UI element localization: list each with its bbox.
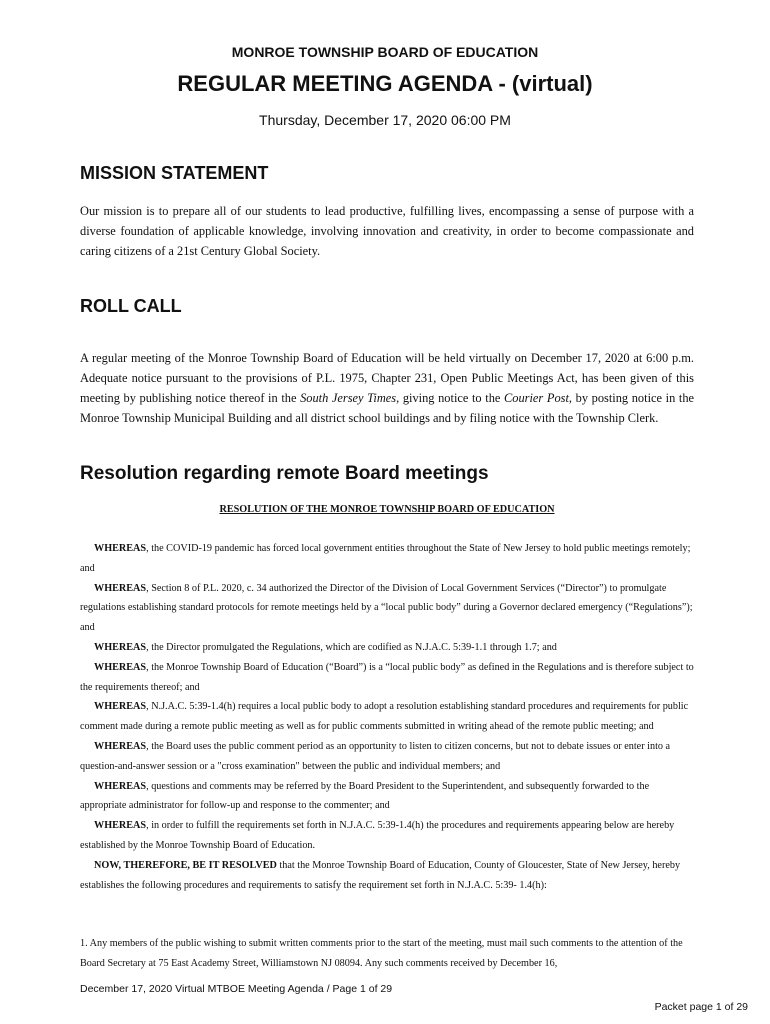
resolution-clause (80, 737, 694, 777)
resolution-clause (80, 539, 694, 579)
footer-packet-page: Packet page 1 of 29 (654, 1001, 748, 1013)
organization-name: MONROE TOWNSHIP BOARD OF EDUCATION (231, 44, 539, 60)
clause-text: , the Monroe Township Board of Education (“Board”) is a “local public body” as defined in the Regulations and is therefore subject to the requirements thereof; and (80, 661, 694, 693)
clause-lead: WHEREAS (94, 820, 147, 832)
rollcall-text-part3: , by posting notice in the Monroe Township Municipal Building and all district school buildings and by filing notice with the Township Clerk. (80, 391, 695, 425)
procedure-item-1 (80, 934, 694, 974)
procedure-item-text: 1. Any members of the public wishing to submit written comments prior to the start of the meeting, must mail such comments to the attention of the Board Secretary at 75 East Academy Street, Williamstown NJ 08094. Any such comments received by December 16, (80, 938, 683, 969)
clause-text: , the Director promulgated the Regulations, which are codified as N.J.A.C. 5:39-1.1 through 1.7; and (146, 641, 557, 653)
clause-lead: WHEREAS (94, 740, 147, 752)
rollcall-heading: ROLL CALL (80, 296, 182, 316)
clause-lead: WHEREAS (94, 543, 147, 554)
rollcall-text-part2: , giving notice to the (396, 391, 505, 405)
footer-page-info: December 17, 2020 Virtual MTBOE Meeting Agenda / Page 1 of 29 (80, 983, 393, 995)
clause-text: , the Board uses the public comment period as an opportunity to listen to citizen concerns, but not to debate issues or enter into a question-and-answer session or a "cross examination" between the public and individual members; and (80, 740, 671, 772)
resolution-clause (80, 856, 694, 896)
clause-lead: NOW, THEREFORE, BE IT RESOLVED (94, 859, 277, 871)
resolution-subheading: RESOLUTION OF THE MONROE TOWNSHIP BOARD OF EDUCATION (219, 504, 555, 515)
mission-text (80, 201, 694, 261)
clause-lead: WHEREAS (94, 780, 147, 792)
rollcall-text-part1: A regular meeting of the Monroe Township Board of Education will be held virtually on December 17, 2020 at 6:00 p.m. Adequate notice pursuant to the provisions of P.L. 1975, Chapter 231, Open Public Meetings Act, has been given of this meeting by publishing notice thereof in the (80, 351, 694, 405)
resolution-clause (80, 816, 694, 856)
resolution-body (80, 539, 694, 895)
clause-text: that the Monroe Township Board of Education, County of Gloucester, State of New Jersey, hereby establishes the following procedures and requirements to satisfy the requirement set forth in N.J.A.C. 5:39- 1.4(h): (80, 859, 681, 891)
mission-heading: MISSION STATEMENT (80, 163, 269, 183)
newspaper-courier-post: Courier Post (504, 391, 569, 405)
clause-text: , questions and comments may be referred by the Board President to the Superintendent, and subsequently forwarded to the appropriate administrator for follow-up and response to the commenter; and (80, 780, 650, 812)
resolution-heading: Resolution regarding remote Board meetings (80, 463, 489, 484)
resolution-clause (80, 658, 694, 698)
rollcall-paragraph (80, 348, 694, 428)
clause-text: , in order to fulfill the requirements set forth in N.J.A.C. 5:39-1.4(h) the procedures and requirements appearing below are hereby established by the Monroe Township Board of Education. (80, 820, 675, 851)
resolution-clause (80, 697, 694, 737)
rollcall-text (80, 348, 694, 428)
mission-paragraph: Our mission is to prepare all of our students to lead productive, fulfilling lives, encompassing a sense of purpose with a diverse foundation of applicable knowledge, involving innovation and creativity, in order to become compassionate and caring citizens of a 21st Century Global Society. (80, 204, 694, 258)
resolution-clause (80, 579, 694, 638)
meeting-date: Thursday, December 17, 2020 06:00 PM (259, 112, 511, 128)
clause-text: , Section 8 of P.L. 2020, c. 34 authorized the Director of the Division of Local Government Services (“Director”) to promulgate regulations establishing standard protocols for remote meetings held by a “local public body” during a Governor declared emergency (“Regulations”); and (80, 582, 693, 634)
clause-lead: WHEREAS (94, 641, 147, 653)
clause-lead: WHEREAS (94, 582, 147, 594)
newspaper-south-jersey-times: South Jersey Times (300, 391, 397, 405)
clause-lead: WHEREAS (94, 661, 147, 673)
clause-text: , N.J.A.C. 5:39-1.4(h) requires a local public body to adopt a resolution establishing standard procedures and requirements for public comment made during a remote public meeting as well as for public comments submitted in writing ahead of the remote public meeting; and (80, 701, 689, 733)
resolution-clause (80, 777, 694, 817)
page-title: REGULAR MEETING AGENDA - (virtual) (177, 71, 593, 96)
clause-text: , the COVID-19 pandemic has forced local government entities throughout the State of New Jersey to hold public meetings remotely; and (80, 543, 691, 574)
clause-lead: WHEREAS (94, 701, 147, 713)
resolution-clause (80, 638, 694, 658)
